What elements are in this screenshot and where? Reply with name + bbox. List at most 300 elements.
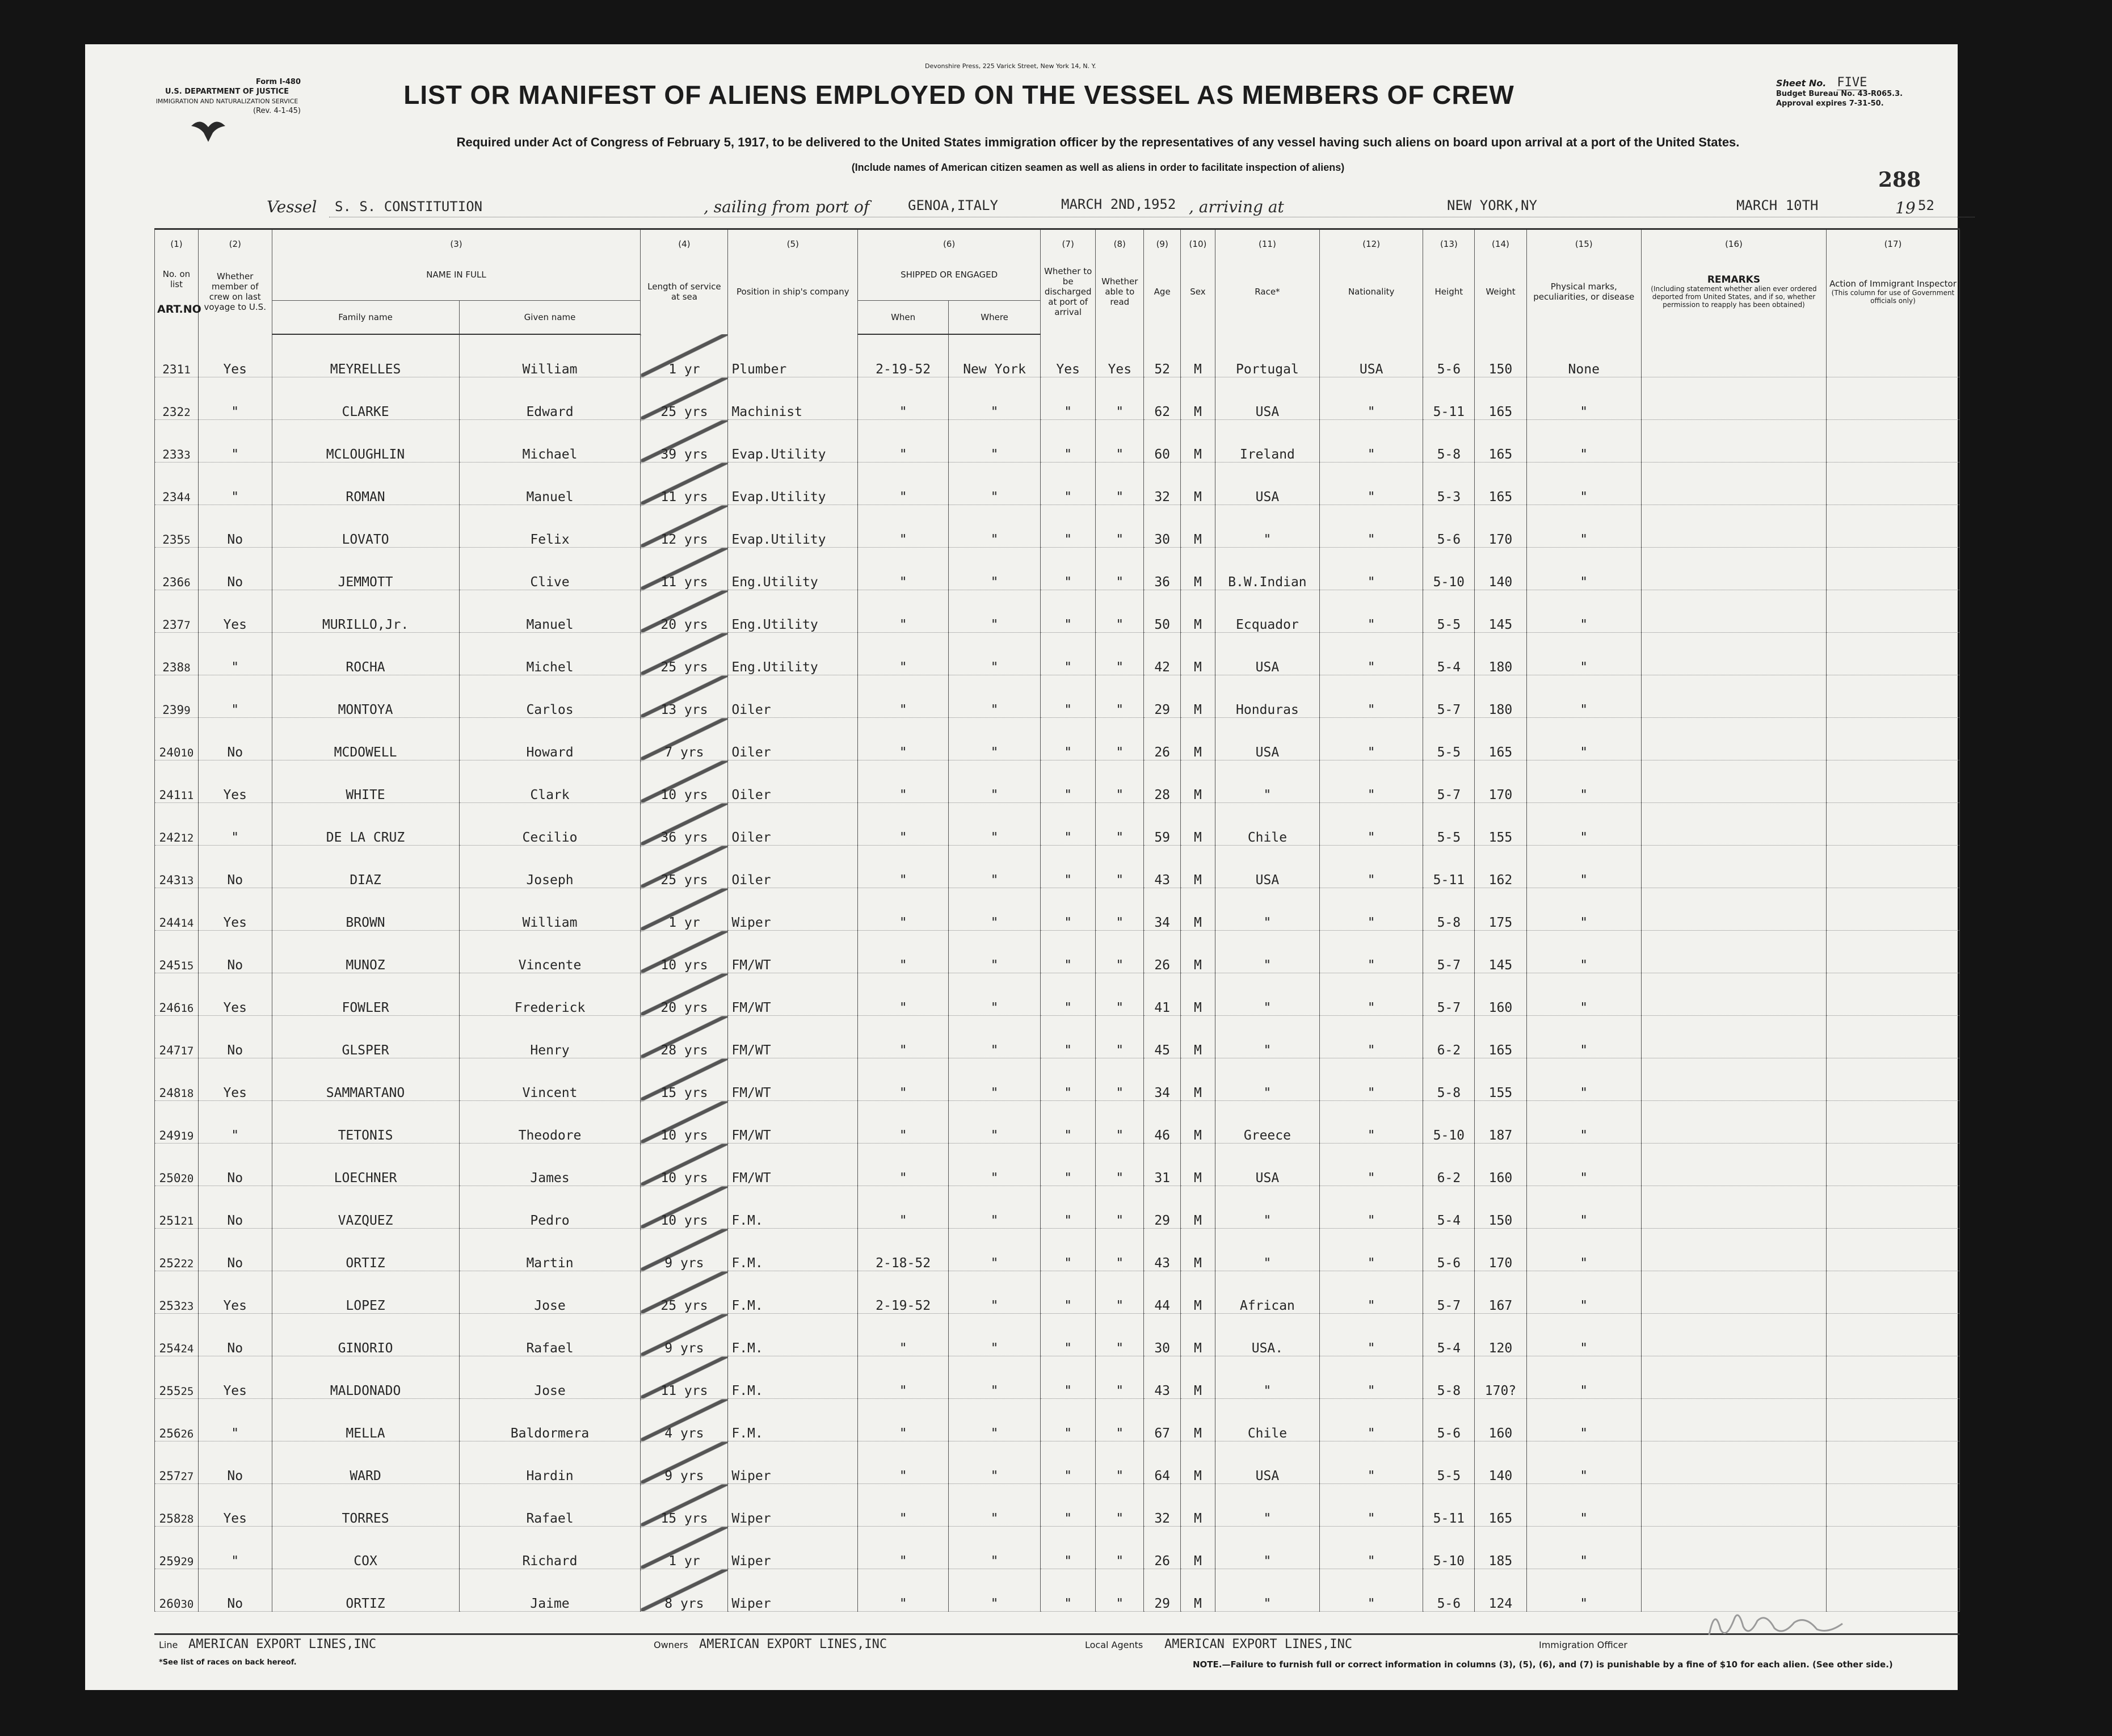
list-number: 28 <box>180 1513 194 1525</box>
race-cell: Chile <box>1215 1399 1319 1441</box>
physical-marks-cell: " <box>1526 463 1641 505</box>
shipped-when-cell: " <box>858 1356 949 1399</box>
list-number: 25 <box>180 1385 194 1398</box>
header-nationality: Nationality <box>1320 249 1423 334</box>
sex-cell: M <box>1181 973 1215 1016</box>
family-name-cell: MUNOZ <box>272 931 459 973</box>
sex-cell: M <box>1181 548 1215 590</box>
age-cell: 43 <box>1144 1229 1181 1271</box>
list-no-cell <box>155 803 199 846</box>
shipped-where-cell: " <box>949 1484 1041 1527</box>
inspector-action-cell <box>1826 548 1959 590</box>
remarks-cell <box>1641 1144 1826 1186</box>
discharged-cell: " <box>1041 377 1096 420</box>
col-num: (13) <box>1423 229 1475 250</box>
physical-marks-cell: " <box>1526 888 1641 931</box>
inspector-action-cell <box>1826 463 1959 505</box>
owners-value: AMERICAN EXPORT LINES,INC <box>699 1637 887 1651</box>
owners-label: Owners <box>654 1640 688 1650</box>
shipped-where-cell: " <box>949 675 1041 718</box>
given-name-cell: Clark <box>459 760 641 803</box>
able-to-read-cell: " <box>1096 888 1144 931</box>
height-cell: 5-8 <box>1423 1356 1475 1399</box>
age-cell: 31 <box>1144 1144 1181 1186</box>
race-cell: USA <box>1215 718 1319 760</box>
art-number: 244 <box>159 916 181 930</box>
remarks-cell <box>1641 846 1826 888</box>
physical-marks-cell: " <box>1526 1058 1641 1101</box>
age-cell: 41 <box>1144 973 1181 1016</box>
remarks-cell <box>1641 1271 1826 1314</box>
manifest-row <box>155 1441 1960 1484</box>
sheet-number: FIVE <box>1837 75 1867 90</box>
weight-cell: 150 <box>1475 334 1526 377</box>
crew-last-voyage-cell: No <box>198 1016 272 1058</box>
list-number: 9 <box>184 704 191 717</box>
list-number: 26 <box>180 1428 194 1440</box>
family-name-cell: LOECHNER <box>272 1144 459 1186</box>
art-number: 260 <box>159 1597 181 1611</box>
age-cell: 62 <box>1144 377 1181 420</box>
list-number: 11 <box>180 789 194 802</box>
sex-cell: M <box>1181 1229 1215 1271</box>
position-cell: F.M. <box>728 1399 858 1441</box>
inspector-action-cell <box>1826 1101 1959 1144</box>
given-name-cell: Vincente <box>459 931 641 973</box>
position-cell: FM/WT <box>728 931 858 973</box>
physical-marks-cell: " <box>1526 377 1641 420</box>
crew-manifest-table <box>154 228 1960 1612</box>
list-number: 10 <box>180 747 194 759</box>
weight-cell: 140 <box>1475 548 1526 590</box>
service: IMMIGRATION AND NATURALIZATION SERVICE <box>155 98 298 105</box>
weight-cell: 170? <box>1475 1356 1526 1399</box>
header-where: Where <box>949 301 1041 335</box>
able-to-read-cell: " <box>1096 1399 1144 1441</box>
art-number: 242 <box>159 831 181 844</box>
given-name-cell: Cecilio <box>459 803 641 846</box>
remarks-cell <box>1641 334 1826 377</box>
family-name-cell: CLARKE <box>272 377 459 420</box>
given-name-cell: Henry <box>459 1016 641 1058</box>
weight-cell: 175 <box>1475 888 1526 931</box>
height-cell: 5-3 <box>1423 463 1475 505</box>
header-position: Position in ship's company <box>728 249 858 334</box>
physical-marks-cell: " <box>1526 675 1641 718</box>
sex-cell: M <box>1181 931 1215 973</box>
list-number: 14 <box>180 917 194 930</box>
column-header-row <box>155 249 1960 301</box>
able-to-read-cell: " <box>1096 463 1144 505</box>
weight-cell: 165 <box>1475 463 1526 505</box>
height-cell: 5-7 <box>1423 973 1475 1016</box>
weight-cell: 155 <box>1475 1058 1526 1101</box>
header-when: When <box>858 301 949 335</box>
list-number: 7 <box>184 619 191 632</box>
header-discharged: Whether to be discharged at port of arrival <box>1041 249 1096 334</box>
manifest-row <box>155 973 1960 1016</box>
shipped-when-cell: " <box>858 1399 949 1441</box>
weight-cell: 155 <box>1475 803 1526 846</box>
race-cell: " <box>1215 1527 1319 1569</box>
header-length-of-service: Length of service at sea <box>641 249 728 334</box>
art-no-label: ART.NO <box>157 303 201 316</box>
manifest-row <box>155 334 1960 377</box>
shipped-where-cell: " <box>949 1186 1041 1229</box>
able-to-read-cell: " <box>1096 1186 1144 1229</box>
able-to-read-cell: " <box>1096 760 1144 803</box>
nationality-cell: " <box>1320 377 1423 420</box>
col-num: (9) <box>1144 229 1181 250</box>
nationality-cell: " <box>1320 1144 1423 1186</box>
position-cell: FM/WT <box>728 1016 858 1058</box>
given-name-cell: Michael <box>459 420 641 463</box>
race-cell: " <box>1215 888 1319 931</box>
crew-last-voyage-cell: Yes <box>198 1356 272 1399</box>
manifest-row <box>155 718 1960 760</box>
given-name-cell: Clive <box>459 548 641 590</box>
form-subtitle: Required under Act of Congress of February 5, 1917, to be delivered to the United States immigration officer by the representatives of any vessel having such aliens on board upon arrival at a port of the United States. <box>456 135 1740 149</box>
race-cell: " <box>1215 973 1319 1016</box>
crew-last-voyage-cell: No <box>198 1569 272 1612</box>
physical-marks-cell: " <box>1526 1441 1641 1484</box>
discharged-cell: " <box>1041 548 1096 590</box>
discharged-cell: " <box>1041 888 1096 931</box>
physical-marks-cell: " <box>1526 1101 1641 1144</box>
height-cell: 5-4 <box>1423 633 1475 675</box>
crew-last-voyage-cell: No <box>198 1186 272 1229</box>
family-name-cell: MELLA <box>272 1399 459 1441</box>
list-no-cell <box>155 1356 199 1399</box>
shipped-when-cell: " <box>858 590 949 633</box>
year: 52 <box>1918 197 1934 213</box>
physical-marks-cell: None <box>1526 334 1641 377</box>
able-to-read-cell: " <box>1096 1271 1144 1314</box>
length-of-service-cell: 36 yrs <box>641 803 728 846</box>
manifest-row <box>155 888 1960 931</box>
sex-cell: M <box>1181 463 1215 505</box>
physical-marks-cell: " <box>1526 846 1641 888</box>
height-cell: 5-6 <box>1423 334 1475 377</box>
crew-last-voyage-cell: Yes <box>198 1058 272 1101</box>
crew-last-voyage-cell: " <box>198 675 272 718</box>
position-cell: Eng.Utility <box>728 590 858 633</box>
crew-last-voyage-cell: No <box>198 1441 272 1484</box>
crew-last-voyage-cell: " <box>198 1399 272 1441</box>
race-cell: " <box>1215 505 1319 548</box>
crew-last-voyage-cell: No <box>198 1229 272 1271</box>
col-num: (10) <box>1181 229 1215 250</box>
fine-note: NOTE.—Failure to furnish full or correct information in columns (3), (5), (6), and (7) is punishable by a fine of $10 for each alien. (See other side.) <box>1193 1659 1893 1670</box>
manifest-row <box>155 931 1960 973</box>
position-cell: Plumber <box>728 334 858 377</box>
list-number: 13 <box>180 875 194 887</box>
remarks-cell <box>1641 548 1826 590</box>
weight-cell: 120 <box>1475 1314 1526 1356</box>
col-num: (8) <box>1096 229 1144 250</box>
able-to-read-cell: " <box>1096 633 1144 675</box>
shipped-when-cell: " <box>858 1144 949 1186</box>
col-num: (16) <box>1641 229 1826 250</box>
nationality-cell: " <box>1320 803 1423 846</box>
family-name-cell: WHITE <box>272 760 459 803</box>
list-number: 17 <box>180 1045 194 1057</box>
manifest-row <box>155 1271 1960 1314</box>
able-to-read-cell: " <box>1096 973 1144 1016</box>
manifest-row <box>155 846 1960 888</box>
weight-cell: 170 <box>1475 760 1526 803</box>
family-name-cell: TORRES <box>272 1484 459 1527</box>
age-cell: 44 <box>1144 1271 1181 1314</box>
able-to-read-cell: " <box>1096 803 1144 846</box>
crew-last-voyage-cell: " <box>198 463 272 505</box>
officer-signature <box>1703 1601 1851 1649</box>
manifest-row <box>155 548 1960 590</box>
manifest-row <box>155 1569 1960 1612</box>
sex-cell: M <box>1181 1484 1215 1527</box>
weight-cell: 165 <box>1475 1016 1526 1058</box>
form-title: LIST OR MANIFEST OF ALIENS EMPLOYED ON THE VESSEL AS MEMBERS OF CREW <box>403 80 1514 110</box>
inspector-action-cell <box>1826 803 1959 846</box>
art-number: 240 <box>159 746 181 759</box>
sex-cell: M <box>1181 1016 1215 1058</box>
shipped-where-cell: " <box>949 1144 1041 1186</box>
inspector-action-cell <box>1826 1399 1959 1441</box>
sex-cell: M <box>1181 1271 1215 1314</box>
art-number: 258 <box>159 1512 181 1525</box>
inspector-action-cell <box>1826 675 1959 718</box>
race-cell: Chile <box>1215 803 1319 846</box>
able-to-read-cell: Yes <box>1096 334 1144 377</box>
header-race: Race* <box>1215 249 1319 334</box>
manifest-row <box>155 1314 1960 1356</box>
weight-cell: 160 <box>1475 1144 1526 1186</box>
length-of-service-cell: 15 yrs <box>641 1058 728 1101</box>
physical-marks-cell: " <box>1526 1484 1641 1527</box>
shipped-where-cell: " <box>949 1314 1041 1356</box>
length-of-service-cell: 13 yrs <box>641 675 728 718</box>
remarks-cell <box>1641 1356 1826 1399</box>
weight-cell: 180 <box>1475 633 1526 675</box>
shipped-where-cell: " <box>949 931 1041 973</box>
remarks-cell <box>1641 420 1826 463</box>
crew-last-voyage-cell: " <box>198 377 272 420</box>
col-num: (17) <box>1826 229 1959 250</box>
position-cell: F.M. <box>728 1186 858 1229</box>
able-to-read-cell: " <box>1096 377 1144 420</box>
eagle-seal-icon <box>190 116 226 145</box>
race-cell: USA <box>1215 1144 1319 1186</box>
discharged-cell: " <box>1041 1271 1096 1314</box>
physical-marks-cell: " <box>1526 1527 1641 1569</box>
inspector-action-cell <box>1826 1484 1959 1527</box>
art-number: 237 <box>162 618 184 632</box>
length-of-service-cell: 1 yr <box>641 1527 728 1569</box>
able-to-read-cell: " <box>1096 1356 1144 1399</box>
age-cell: 43 <box>1144 846 1181 888</box>
crew-last-voyage-cell: Yes <box>198 760 272 803</box>
col-num: (11) <box>1215 229 1319 250</box>
inspector-action-cell <box>1826 377 1959 420</box>
age-cell: 36 <box>1144 548 1181 590</box>
family-name-cell: MCLOUGHLIN <box>272 420 459 463</box>
remarks-cell <box>1641 888 1826 931</box>
crew-last-voyage-cell: No <box>198 718 272 760</box>
sheet-block <box>1776 77 1912 108</box>
list-no-cell <box>155 846 199 888</box>
length-of-service-cell: 10 yrs <box>641 1144 728 1186</box>
form-number: Form I-480 <box>255 78 301 86</box>
age-cell: 50 <box>1144 590 1181 633</box>
length-of-service-cell: 25 yrs <box>641 633 728 675</box>
age-cell: 42 <box>1144 633 1181 675</box>
weight-cell: 160 <box>1475 973 1526 1016</box>
family-name-cell: WARD <box>272 1441 459 1484</box>
inspector-action-cell <box>1826 1527 1959 1569</box>
year-prefix: 19 <box>1895 199 1916 217</box>
age-cell: 30 <box>1144 505 1181 548</box>
list-no-cell <box>155 1101 199 1144</box>
crew-last-voyage-cell: " <box>198 1101 272 1144</box>
physical-marks-cell: " <box>1526 760 1641 803</box>
manifest-row <box>155 463 1960 505</box>
art-number: 231 <box>162 363 184 376</box>
nationality-cell: " <box>1320 1314 1423 1356</box>
remarks-cell <box>1641 463 1826 505</box>
nationality-cell: " <box>1320 760 1423 803</box>
length-of-service-cell: 9 yrs <box>641 1441 728 1484</box>
list-no-cell <box>155 1441 199 1484</box>
age-cell: 64 <box>1144 1441 1181 1484</box>
remarks-cell <box>1641 1314 1826 1356</box>
given-name-cell: Rafael <box>459 1484 641 1527</box>
height-cell: 5-8 <box>1423 888 1475 931</box>
sex-cell: M <box>1181 1441 1215 1484</box>
art-number: 245 <box>159 959 181 972</box>
height-cell: 6-2 <box>1423 1144 1475 1186</box>
list-number: 30 <box>180 1598 194 1611</box>
given-name-cell: William <box>459 888 641 931</box>
family-name-cell: GINORIO <box>272 1314 459 1356</box>
able-to-read-cell: " <box>1096 675 1144 718</box>
sex-cell: M <box>1181 1356 1215 1399</box>
manifest-row <box>155 803 1960 846</box>
age-cell: 46 <box>1144 1101 1181 1144</box>
inspector-action-cell <box>1826 1144 1959 1186</box>
art-number: 253 <box>159 1299 181 1313</box>
art-number: 251 <box>159 1214 181 1228</box>
crew-last-voyage-cell: No <box>198 505 272 548</box>
family-name-cell: LOPEZ <box>272 1271 459 1314</box>
sex-cell: M <box>1181 718 1215 760</box>
page-stamp: 288 <box>1878 168 1921 192</box>
shipped-when-cell: " <box>858 973 949 1016</box>
position-cell: F.M. <box>728 1229 858 1271</box>
art-number: 241 <box>159 788 181 802</box>
header-physical-marks: Physical marks, peculiarities, or disease <box>1526 249 1641 334</box>
races-note: *See list of races on back hereof. <box>159 1658 297 1667</box>
sex-cell: M <box>1181 675 1215 718</box>
shipped-when-cell: " <box>858 931 949 973</box>
shipped-where-cell: " <box>949 1441 1041 1484</box>
art-number: 243 <box>159 873 181 887</box>
family-name-cell: VAZQUEZ <box>272 1186 459 1229</box>
nationality-cell: " <box>1320 1186 1423 1229</box>
list-no-cell <box>155 1186 199 1229</box>
list-no-cell <box>155 888 199 931</box>
shipped-where-cell: " <box>949 718 1041 760</box>
length-of-service-cell: 4 yrs <box>641 1399 728 1441</box>
shipped-when-cell: " <box>858 505 949 548</box>
crew-last-voyage-cell: Yes <box>198 334 272 377</box>
list-number: 22 <box>180 1258 194 1270</box>
list-no-cell <box>155 505 199 548</box>
weight-cell: 167 <box>1475 1271 1526 1314</box>
discharged-cell: " <box>1041 760 1096 803</box>
remarks-cell <box>1641 760 1826 803</box>
nationality-cell: " <box>1320 548 1423 590</box>
position-cell: Eng.Utility <box>728 633 858 675</box>
form-identification <box>153 77 301 116</box>
crew-last-voyage-cell: No <box>198 931 272 973</box>
race-cell: USA <box>1215 846 1319 888</box>
column-number-row <box>155 229 1960 250</box>
list-no-cell <box>155 1484 199 1527</box>
height-cell: 5-4 <box>1423 1314 1475 1356</box>
crew-last-voyage-cell: Yes <box>198 1484 272 1527</box>
inspector-action-cell <box>1826 718 1959 760</box>
nationality-cell: " <box>1320 463 1423 505</box>
position-cell: Oiler <box>728 846 858 888</box>
shipped-when-cell: " <box>858 760 949 803</box>
discharged-cell: " <box>1041 1314 1096 1356</box>
age-cell: 52 <box>1144 334 1181 377</box>
position-cell: Wiper <box>728 1441 858 1484</box>
discharged-cell: " <box>1041 1569 1096 1612</box>
race-cell: USA. <box>1215 1314 1319 1356</box>
family-name-cell: DE LA CRUZ <box>272 803 459 846</box>
given-name-cell: Manuel <box>459 463 641 505</box>
shipped-where-cell: " <box>949 803 1041 846</box>
list-number: 6 <box>184 577 191 589</box>
physical-marks-cell: " <box>1526 931 1641 973</box>
art-number: 238 <box>162 661 184 674</box>
list-no-cell <box>155 590 199 633</box>
remarks-cell <box>1641 1484 1826 1527</box>
inspector-action-cell <box>1826 633 1959 675</box>
manifest-rows <box>155 334 1960 1612</box>
header-weight: Weight <box>1475 249 1526 334</box>
race-cell: Honduras <box>1215 675 1319 718</box>
height-cell: 5-6 <box>1423 1569 1475 1612</box>
family-name-cell: ORTIZ <box>272 1569 459 1612</box>
shipped-where-cell: " <box>949 973 1041 1016</box>
family-name-cell: COX <box>272 1527 459 1569</box>
age-cell: 67 <box>1144 1399 1181 1441</box>
race-cell: African <box>1215 1271 1319 1314</box>
position-cell: Oiler <box>728 718 858 760</box>
family-name-cell: MEYRELLES <box>272 334 459 377</box>
discharged-cell: " <box>1041 1527 1096 1569</box>
nationality-cell: " <box>1320 1229 1423 1271</box>
height-cell: 5-11 <box>1423 1484 1475 1527</box>
position-cell: Wiper <box>728 1484 858 1527</box>
able-to-read-cell: " <box>1096 1101 1144 1144</box>
weight-cell: 170 <box>1475 505 1526 548</box>
able-to-read-cell: " <box>1096 1016 1144 1058</box>
nationality-cell: " <box>1320 846 1423 888</box>
shipped-where-cell: " <box>949 1527 1041 1569</box>
